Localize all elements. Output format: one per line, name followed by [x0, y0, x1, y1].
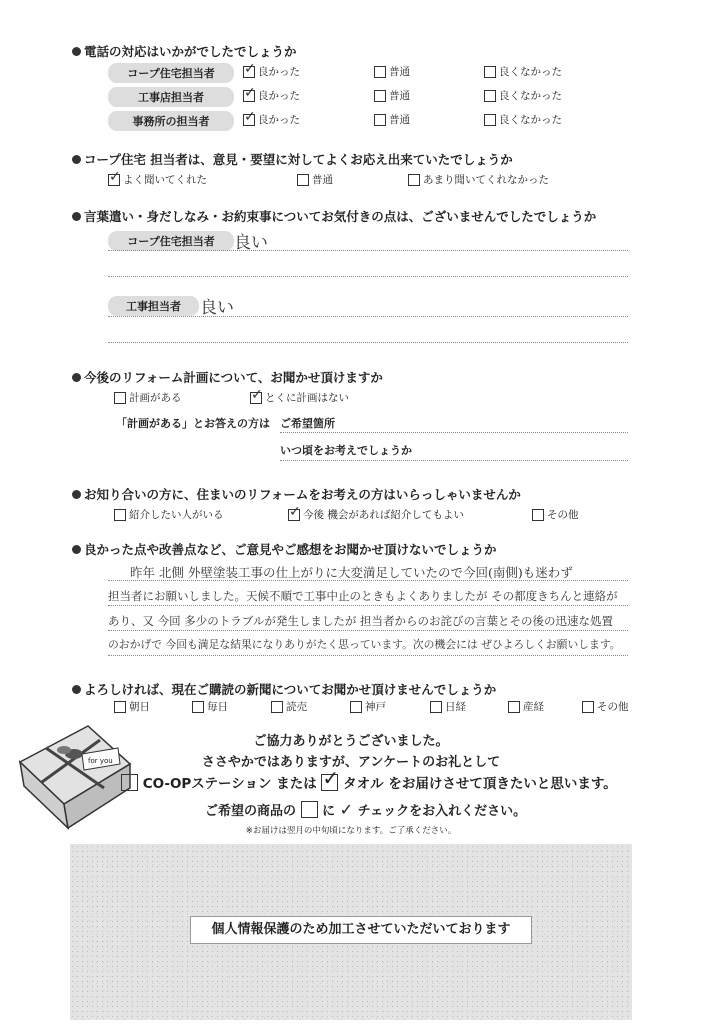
towel-checkbox[interactable]	[321, 774, 338, 791]
q2-option-3[interactable]: あまり聞いてくれなかった	[408, 172, 549, 187]
or-label: または	[276, 776, 317, 792]
checkbox-icon[interactable]	[374, 114, 386, 126]
coop-station-label: CO-OPステーション	[142, 776, 272, 792]
q1-row1-normal[interactable]: 普通	[374, 64, 410, 79]
q7-option-7[interactable]: その他	[582, 699, 629, 714]
bullet-icon	[72, 490, 81, 499]
checkbox-icon[interactable]	[484, 66, 496, 78]
checkbox-icon[interactable]	[350, 701, 362, 713]
q5-question: お知り合いの方に、住まいのリフォームをお考えの方はいらっしゃいませんか	[72, 485, 521, 503]
q7-question: よろしければ、現在ご購読の新聞についてお聞かせ頂けませんでしょうか	[72, 680, 496, 698]
checkbox-checked-icon[interactable]	[108, 174, 120, 186]
q6-answer-line-2: 担当者にお願いしました。天候不順で工事中止のときもよくありましたが その都度きちんと連絡が	[108, 589, 618, 603]
check-mark-icon: ✓	[339, 800, 354, 819]
q3-question: 言葉遣い・身だしなみ・お約束事についてお気付きの点は、ございませんでしたでしょうか	[72, 207, 596, 225]
q1-row-label: コープ住宅担当者	[108, 63, 234, 83]
closing-thanks: ご協力ありがとうございました。	[253, 734, 449, 749]
checkbox-icon[interactable]	[430, 701, 442, 713]
q4-when-label: いつ頃をお考えでしょうか	[280, 444, 412, 457]
check-instruction: ご希望の商品の に ✓ チェックをお入れください。	[205, 800, 527, 819]
checkbox-icon[interactable]	[297, 174, 309, 186]
q4-question: 今後のリフォーム計画について、お聞かせ頂けますか	[72, 368, 383, 386]
q3-koji-label: 工事担当者	[108, 296, 199, 316]
answer-line	[108, 342, 628, 343]
q7-option-4[interactable]: 神戸	[350, 699, 386, 714]
q5-option-1[interactable]: 紹介したい人がいる	[114, 507, 224, 522]
coop-station-checkbox[interactable]	[121, 774, 138, 791]
answer-line	[108, 580, 628, 581]
q1-row2-good[interactable]: ✓ 良かった	[243, 88, 300, 103]
q1-row3-bad[interactable]: 良くなかった	[484, 112, 562, 127]
q1-row1-bad[interactable]: 良くなかった	[484, 64, 562, 79]
q1-row-label: 事務所の担当者	[108, 111, 234, 131]
bullet-icon	[72, 47, 81, 56]
checkbox-icon[interactable]	[114, 701, 126, 713]
checkbox-icon[interactable]	[508, 701, 520, 713]
bullet-icon	[72, 685, 81, 694]
checkbox-icon[interactable]	[408, 174, 420, 186]
q7-option-2[interactable]: 毎日	[192, 699, 228, 714]
answer-line	[108, 630, 628, 631]
towel-label: タオル	[343, 776, 384, 792]
q3-coop-label: コープ住宅担当者	[108, 231, 234, 251]
q7-option-6[interactable]: 産経	[508, 699, 544, 714]
checkbox-icon[interactable]	[114, 509, 126, 521]
bullet-icon	[72, 212, 81, 221]
q3-koji-answer: 良い	[200, 298, 234, 318]
q7-option-3[interactable]: 読売	[271, 699, 307, 714]
q1-row2-bad[interactable]: 良くなかった	[484, 88, 562, 103]
q3-coop-answer: 良い	[234, 233, 268, 253]
q4-followup-label: 「計画がある」とお答えの方は	[116, 417, 270, 430]
q1-row1-good[interactable]: ✓ 良かった	[243, 64, 300, 79]
q1-row2-normal[interactable]: 普通	[374, 88, 410, 103]
q6-answer-line-4: のおかげで 今回も満足な結果になりありがたく思っています。次の機会には ぜひよろしくお願いします。	[108, 638, 621, 651]
checkbox-icon[interactable]	[582, 701, 594, 713]
gift-choice-row	[121, 772, 617, 792]
answer-line	[108, 605, 628, 606]
checkbox-checked-icon[interactable]	[243, 90, 255, 102]
q4-option-1[interactable]: 計画がある	[114, 390, 182, 405]
checkbox-checked-icon[interactable]	[243, 114, 255, 126]
q6-answer-line-1: 昨年 北側 外壁塗装工事の仕上がりに大変満足していたので今回(南側)も迷わず	[130, 565, 573, 580]
q7-option-5[interactable]: 日経	[430, 699, 466, 714]
checkbox-checked-icon[interactable]	[250, 392, 262, 404]
q7-option-1[interactable]: 朝日	[114, 699, 150, 714]
answer-line	[108, 316, 628, 317]
q5-option-2[interactable]: ✓ 今後 機会があれば紹介してもよい	[288, 507, 464, 522]
checkbox-icon[interactable]	[374, 90, 386, 102]
bullet-icon	[72, 373, 81, 382]
answer-line	[280, 460, 628, 461]
answer-line	[280, 432, 628, 433]
q2-question: コープ住宅 担当者は、意見・要望に対してよくお応え出来ていたでしょうか	[72, 150, 513, 168]
deliver-label: をお届けさせて頂きたいと思います。	[388, 776, 617, 792]
bullet-icon	[72, 545, 81, 554]
q1-question: 電話の対応はいかがでしたでしょうか	[72, 42, 297, 60]
checkbox-checked-icon[interactable]	[243, 66, 255, 78]
checkbox-icon[interactable]	[114, 392, 126, 404]
privacy-notice: 個人情報保護のため加工させていただいております	[190, 916, 532, 944]
gift-tag-text: for you	[88, 757, 113, 765]
checkbox-checked-icon[interactable]	[288, 509, 300, 521]
sample-checkbox-icon	[301, 801, 318, 818]
answer-line	[108, 655, 628, 656]
answer-line	[108, 250, 628, 251]
bullet-icon	[72, 155, 81, 164]
checkbox-icon[interactable]	[192, 701, 204, 713]
q2-option-1[interactable]: ✓ よく聞いてくれた	[108, 172, 207, 187]
checkbox-icon[interactable]	[484, 114, 496, 126]
checkbox-icon[interactable]	[374, 66, 386, 78]
q6-answer-line-3: あり、又 今回 多少のトラブルが発生しましたが 担当者からのお詫びの言葉とその後の迅速な処置	[108, 614, 614, 628]
checkbox-icon[interactable]	[484, 90, 496, 102]
delivery-note: ※お届けは翌月の中旬頃になります。ご了承ください。	[245, 826, 457, 836]
q4-place-label: ご希望箇所	[280, 417, 335, 430]
checkbox-icon[interactable]	[271, 701, 283, 713]
q1-row-label: 工事店担当者	[108, 87, 234, 107]
checkbox-icon[interactable]	[532, 509, 544, 521]
closing-line2: ささやかではありますが、アンケートのお礼として	[201, 755, 501, 770]
q6-question: 良かった点や改善点など、ご意見やご感想をお聞かせ頂けないでしょうか	[72, 540, 497, 558]
q1-row3-normal[interactable]: 普通	[374, 112, 410, 127]
answer-line	[108, 276, 628, 277]
q4-option-2[interactable]: ✓ とくに計画はない	[250, 390, 349, 405]
q5-option-3[interactable]: その他	[532, 507, 579, 522]
q1-row3-good[interactable]: ✓ 良かった	[243, 112, 300, 127]
q2-option-2[interactable]: 普通	[297, 172, 333, 187]
